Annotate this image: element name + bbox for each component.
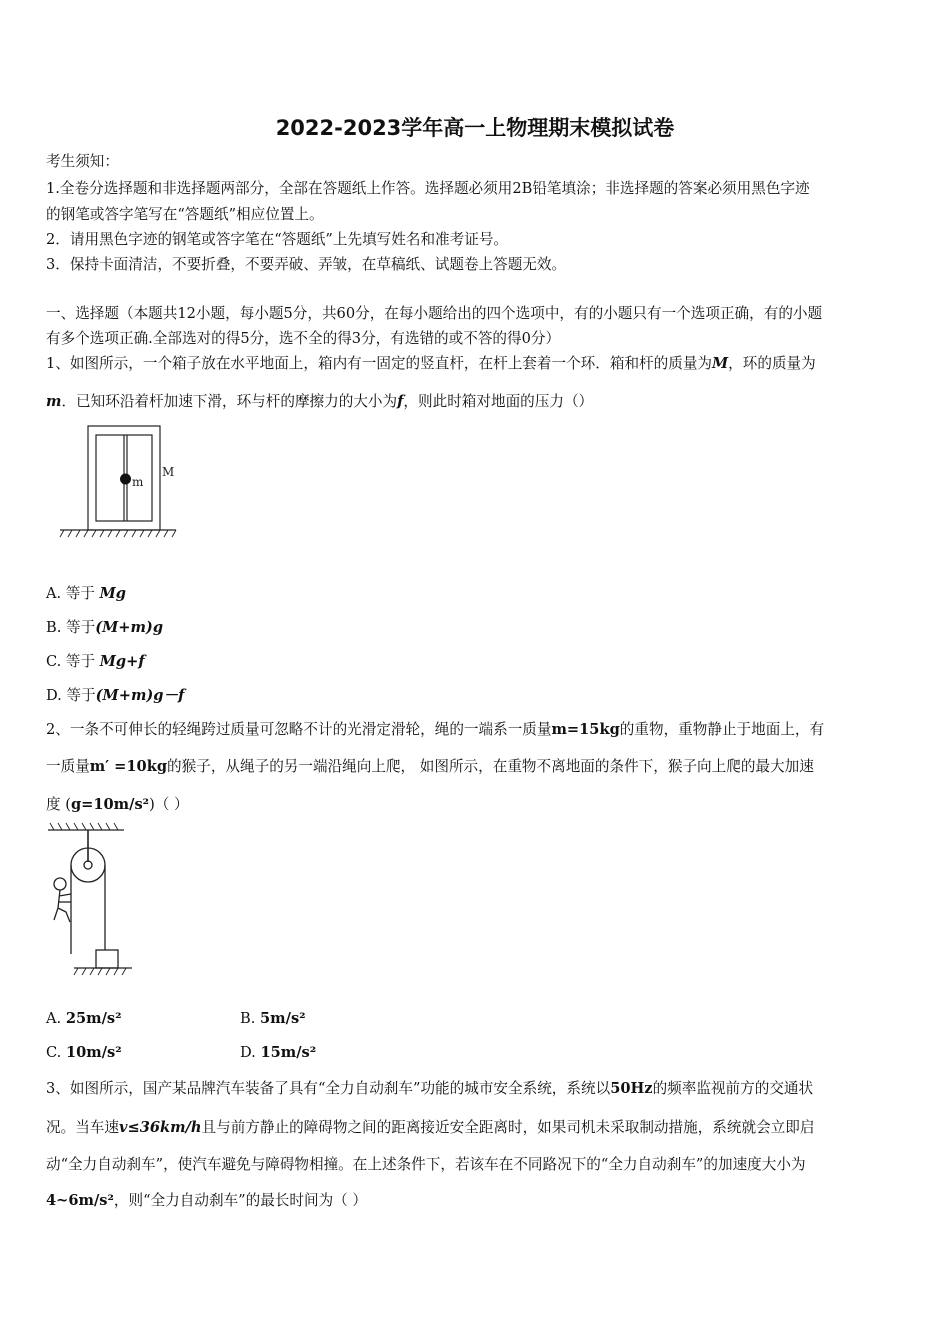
q1-option-a[interactable]: A. 等于 Mg xyxy=(46,585,127,602)
section-header-line1: 一、选择题（本题共12小题，每小题5分，共60分，在每小题给出的四个选项中，有的小题只有一个选项正确，有的小题 xyxy=(46,305,823,322)
q1-box-figure xyxy=(58,424,188,542)
q2-pulley-figure xyxy=(44,822,136,982)
q1-text-2: ．已知环沿着杆加速下滑，环与杆的摩擦力的大小为 xyxy=(61,393,398,410)
q1-option-c[interactable]: C. 等于 Mg+f xyxy=(46,653,145,670)
q1-var-M: M xyxy=(712,355,729,372)
q2-stem-line1: 2、一条不可伸长的轻绳跨过质量可忽略不计的光滑定滑轮，绳的一端系一质量m=15kg的重物，重物静止于地面上，有 xyxy=(46,721,825,738)
notice-item-1-cont: 的钢笔或答字笔写在“答题纸”相应位置上。 xyxy=(46,206,324,223)
q3-stem-line4: 4~6m/s²，则“全力自动刹车”的最长时间为（ ） xyxy=(46,1192,367,1209)
q1-option-b[interactable]: B. 等于(M+m)g xyxy=(46,619,164,636)
q3-stem-line1: 3、如图所示，国产某品牌汽车装备了具有“全力自动刹车”功能的城市安全系统，系统以50Hz的频率监视前方的交通状 xyxy=(46,1080,814,1097)
q3-stem-line3: 动“全力自动刹车”，使汽车避免与障碍物相撞。在上述条件下，若该车在不同路况下的“全力自动刹车”的加速度大小为 xyxy=(46,1156,806,1173)
q1-text: 1、如图所示，一个箱子放在水平地面上，箱内有一固定的竖直杆，在杆上套着一个环．箱和杆的质量为 xyxy=(46,355,713,372)
q1-stem-line2 xyxy=(46,390,908,411)
q1-var-m: m xyxy=(46,393,62,410)
q2-option-b[interactable]: B. 5m/s² xyxy=(240,1010,306,1027)
q2-monkey xyxy=(54,878,71,922)
q2-option-d[interactable]: D. 15m/s² xyxy=(240,1044,317,1061)
q2-stem-line3: 度 (g=10m/s²)（ ） xyxy=(46,796,189,813)
q2-option-a[interactable]: A. 25m/s² xyxy=(46,1010,122,1027)
q2-option-c[interactable]: C. 10m/s² xyxy=(46,1044,122,1061)
q1-stem-line1 xyxy=(46,352,908,373)
q1-option-d[interactable]: D. 等于(M+m)g－f xyxy=(46,687,185,704)
page-title: 2022-2023学年高一上物理期末模拟试卷 xyxy=(275,116,675,140)
q1-fig-label-M: M xyxy=(162,465,175,479)
q1-text-end: ，环的质量为 xyxy=(728,355,816,372)
notice-item-2: 2．请用黑色字迹的钢笔或答字笔在“答题纸”上先填写姓名和准考证号。 xyxy=(46,231,509,248)
q1-fig-label-m: m xyxy=(132,475,144,489)
q2-stem-line2: 一质量m′ =10kg的猴子，从绳子的另一端沿绳向上爬， 如图所示，在重物不离地面的条件下，猴子向上爬的最大加速 xyxy=(46,758,814,775)
notice-item-3: 3．保持卡面清洁，不要折叠，不要弄破、弄皱，在草稿纸、试题卷上答题无效。 xyxy=(46,256,567,273)
q3-stem-line2: 况。当车速v≤36km/h且与前方静止的障碍物之间的距离接近安全距离时，如果司机未采取制动措施，系统就会立即启 xyxy=(46,1119,815,1136)
section-header-line2: 有多个选项正确.全部选对的得5分，选不全的得3分，有选错的或不答的得0分） xyxy=(46,330,561,347)
notice-item-1: 1.全卷分选择题和非选择题两部分，全部在答题纸上作答。选择题必须用2B铅笔填涂；非选择题的答案必须用黑色字迹 xyxy=(46,180,810,197)
q1-var-f: f xyxy=(397,393,404,410)
notice-heading: 考生须知： xyxy=(46,153,119,170)
q1-ring xyxy=(120,474,131,485)
q2-weight xyxy=(96,950,118,968)
q1-text-2-end: ，则此时箱对地面的压力（） xyxy=(403,393,594,410)
